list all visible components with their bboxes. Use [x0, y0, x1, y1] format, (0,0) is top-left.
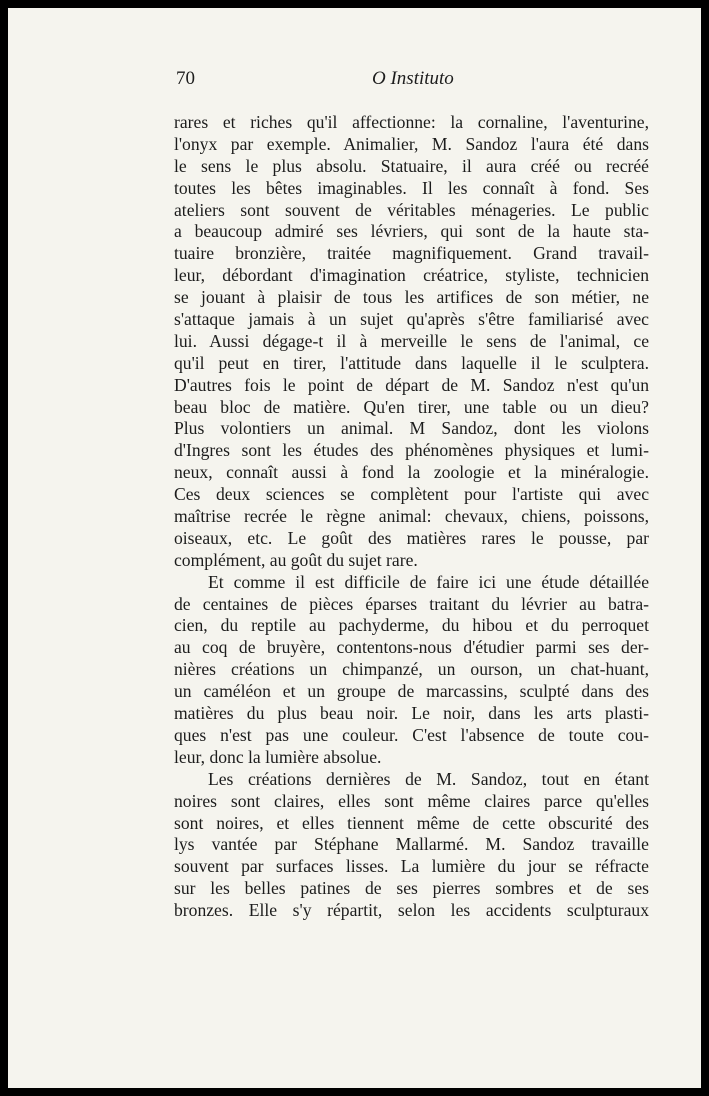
- text-line: bronzes. Elle s'y répartit, selon les accidents sculpturaux: [174, 900, 649, 921]
- body-text: [174, 112, 649, 922]
- text-line: sont noires, et elles tiennent même de cette obscurité des: [174, 812, 649, 833]
- text-line: maîtrise recrée le règne animal: chevaux, chiens, poissons,: [174, 506, 649, 527]
- text-line: tuaire bronzière, traitée magnifiquement. Grand travail-: [174, 243, 649, 264]
- running-title: O Instituto: [372, 68, 454, 89]
- page-header: [176, 68, 649, 94]
- text-line: oiseaux, etc. Le goût des matières rares le pousse, par: [174, 527, 649, 548]
- text-line: souvent par surfaces lisses. La lumière du jour se réfracte: [174, 856, 649, 877]
- text-line: neux, connaît aussi à fond la zoologie et la minéralogie.: [174, 462, 649, 483]
- text-line: Les créations dernières de M. Sandoz, tout en étant: [208, 768, 649, 789]
- text-line: beau bloc de matière. Qu'en tirer, une table ou un dieu?: [174, 396, 649, 417]
- text-line: leur, débordant d'imagination créatrice, styliste, technicien: [174, 265, 649, 286]
- text-line: noires sont claires, elles sont même claires parce qu'elles: [174, 790, 649, 811]
- text-line: au coq de bruyère, contentons-nous d'étudier parmi ses der-: [174, 637, 649, 658]
- text-line: l'onyx par exemple. Animalier, M. Sandoz l'aura été dans: [174, 133, 649, 154]
- scanned-page: [8, 8, 701, 1088]
- text-line: nières créations un chimpanzé, un ourson, un chat-huant,: [174, 659, 649, 680]
- text-line: rares et riches qu'il affectionne: la cornaline, l'aventurine,: [174, 112, 649, 132]
- text-line: de centaines de pièces éparses traitant du lévrier au batra-: [174, 593, 649, 614]
- text-line: le sens le plus absolu. Statuaire, il aura créé ou recréé: [174, 155, 649, 176]
- text-line: a beaucoup admiré ses lévriers, qui sont de la haute sta-: [174, 221, 649, 242]
- text-line: Plus volontiers un animal. M Sandoz, dont les violons: [174, 418, 649, 439]
- page-number: 70: [176, 68, 195, 89]
- text-line: un caméléon et un groupe de marcassins, sculpté dans des: [174, 681, 649, 702]
- text-line: matières du plus beau noir. Le noir, dans les arts plasti-: [174, 703, 649, 724]
- text-line: d'Ingres sont les études des phénomènes physiques et lumi-: [174, 440, 649, 461]
- text-line: leur, donc la lumière absolue.: [174, 746, 382, 767]
- text-line: ateliers sont souvent de véritables ménageries. Le public: [174, 199, 649, 220]
- text-line: D'autres fois le point de départ de M. Sandoz n'est qu'un: [174, 374, 649, 395]
- text-line: s'attaque jamais à un sujet qu'après s'être familiarisé avec: [174, 309, 649, 330]
- text-line: Ces deux sciences se complètent pour l'artiste qui avec: [174, 484, 649, 505]
- text-line: Et comme il est difficile de faire ici une étude détaillée: [208, 571, 649, 592]
- text-line: lui. Aussi dégage-t il à merveille le sens de l'animal, ce: [174, 330, 649, 351]
- text-line: ques n'est pas une couleur. C'est l'absence de toute cou-: [174, 724, 649, 745]
- text-line: cien, du reptile au pachyderme, du hibou et du perroquet: [174, 615, 649, 636]
- text-line: qu'il peut en tirer, l'attitude dans laquelle il le sculptera.: [174, 352, 649, 373]
- text-line: se jouant à plaisir de tous les artifices de son métier, ne: [174, 287, 649, 308]
- text-line: toutes les bêtes imaginables. Il les connaît à fond. Ses: [174, 177, 649, 198]
- text-line: complément, au goût du sujet rare.: [174, 549, 418, 570]
- text-line: lys vantée par Stéphane Mallarmé. M. Sandoz travaille: [174, 834, 649, 855]
- text-line: sur les belles patines de ses pierres sombres et de ses: [174, 878, 649, 899]
